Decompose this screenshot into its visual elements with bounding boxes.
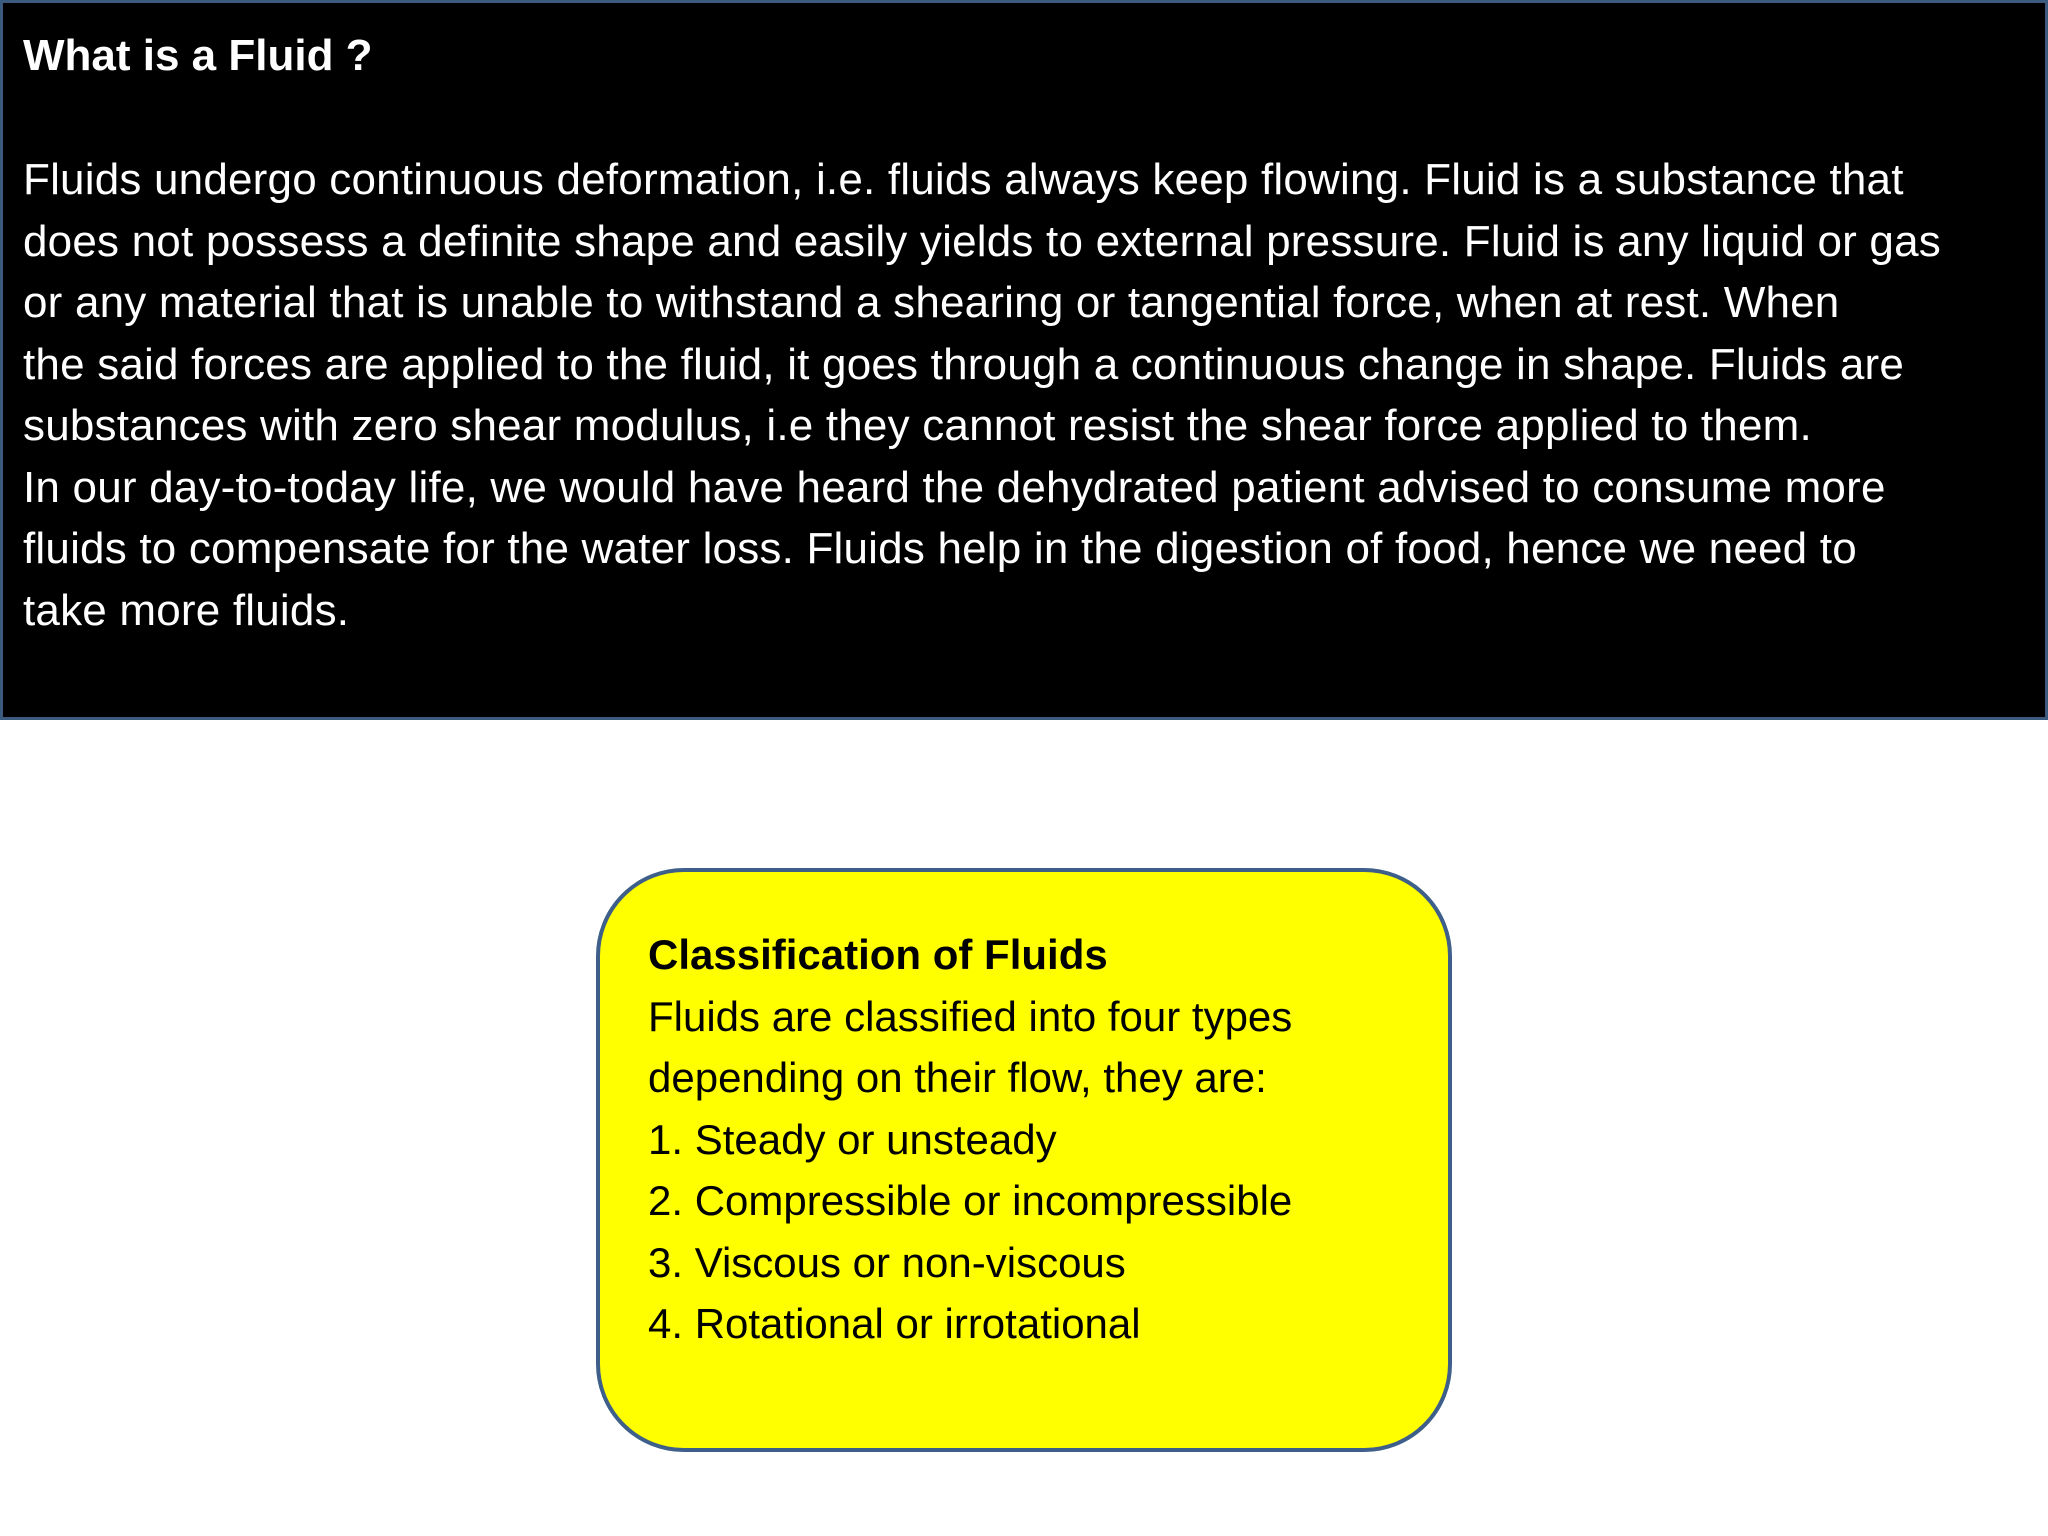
classification-intro-line: Fluids are classified into four types (648, 992, 1293, 1040)
classification-list (648, 1109, 1408, 1355)
classification-item: 3. Viscous or non-viscous (648, 1238, 1126, 1286)
definition-line: substances with zero shear modulus, i.e they cannot resist the shear force applied to them. (23, 401, 1812, 450)
definition-line: In our day-to-today life, we would have heard the dehydrated patient advised to consume more (23, 462, 1886, 512)
definition-line: fluids to compensate for the water loss. Fluids help in the digestion of food, hence we need to (23, 524, 1857, 573)
classification-title: Classification of Fluids (648, 931, 1108, 978)
fluid-definition-text (23, 149, 2023, 641)
classification-item: 4. Rotational or irrotational (648, 1300, 1141, 1347)
definition-line: Fluids undergo continuous deformation, i.e. fluids always keep flowing. Fluid is a substance that (23, 155, 1904, 204)
definition-line: does not possess a definite shape and easily yields to external pressure. Fluid is any liquid or gas (23, 216, 1941, 266)
classification-card (596, 868, 1452, 1452)
fluid-definition-title: What is a Fluid ? (23, 31, 373, 80)
definition-line: the said forces are applied to the fluid, it goes through a continuous change in shape. Fluids are (23, 339, 1905, 389)
definition-line: take more fluids. (23, 585, 350, 635)
fluid-definition-panel (0, 0, 2048, 720)
classification-item: 1. Steady or unsteady (648, 1115, 1057, 1163)
definition-line: or any material that is unable to withstand a shearing or tangential force, when at rest. When (23, 278, 1840, 327)
classification-item: 2. Compressible or incompressible (648, 1177, 1293, 1224)
classification-intro-line: depending on their flow, they are: (648, 1054, 1267, 1101)
